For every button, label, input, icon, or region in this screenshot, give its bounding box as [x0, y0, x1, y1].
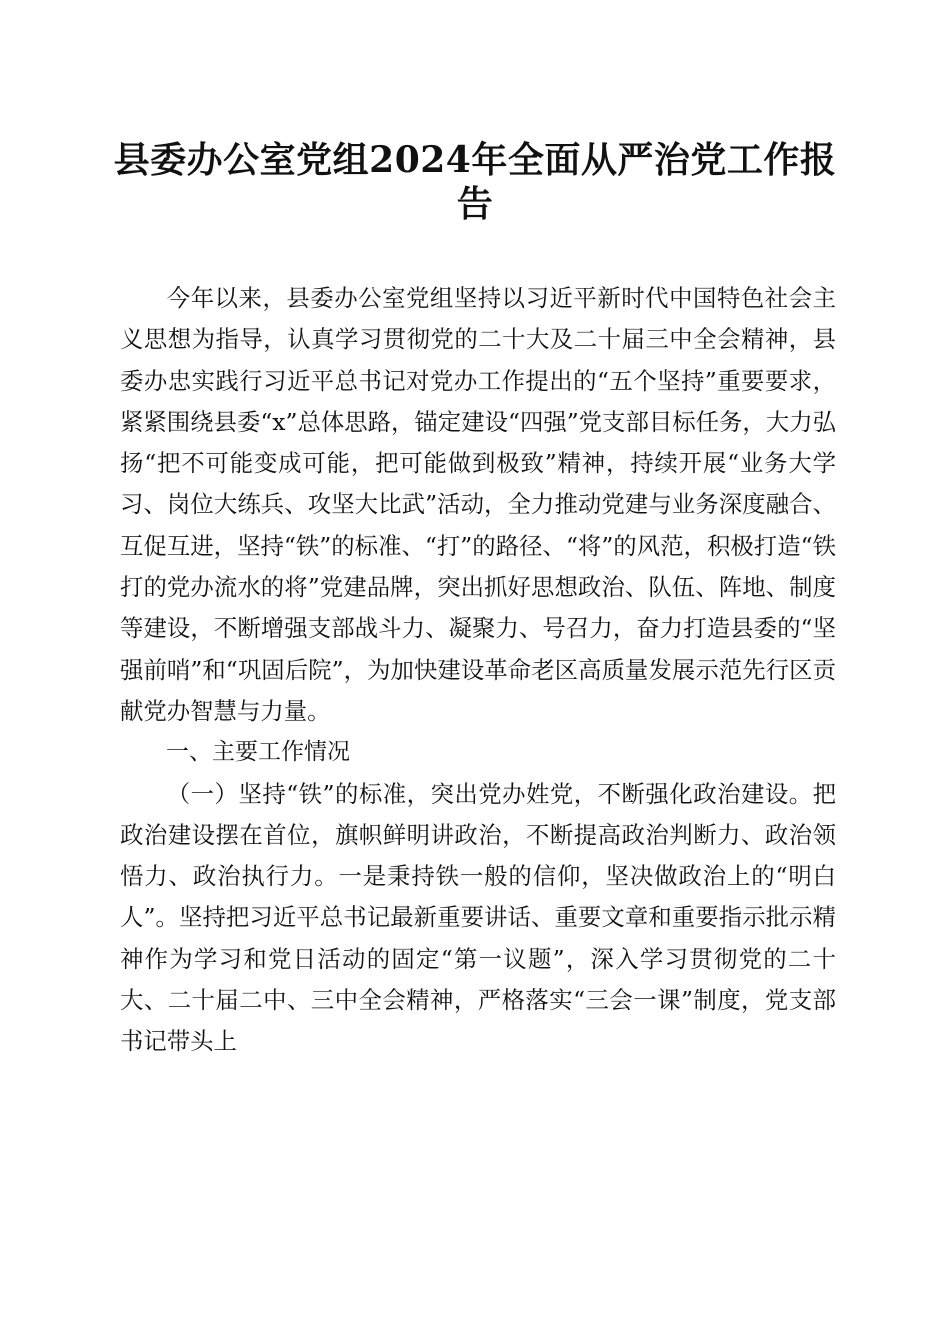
intro-paragraph: 今年以来，县委办公室党组坚持以习近平新时代中国特色社会主义思想为指导，认真学习贯彻党的二十大及二十届三中全会精神，县委办忠实践行习近平总书记对党办工作提出的“五个坚持”重要要求，紧紧围绕县委“x”总体思路，锚定建设“四强”党支部目标任务，大力弘扬“把不可能变成可能，把可能做到极致”精神，持续开展“业务大学习、岗位大练兵、攻坚大比武”活动，全力推动党建与业务深度融合、互促互进，坚持“铁”的标准、“打”的路径、“将”的风范，积极打造“铁打的党办流水的将”党建品牌，突出抓好思想政治、队伍、阵地、制度等建设，不断增强支部战斗力、凝聚力、号召力，奋力打造县委的“坚强前哨”和“巩固后院”，为加快建设革命老区高质量发展示范先行区贡献党办智慧与力量。: [120, 284, 836, 725]
subsection-paragraph: （一）坚持“铁”的标准，突出党办姓党，不断强化政治建设。把政治建设摆在首位，旗帜鲜明讲政治，不断提高政治判断力、政治领悟力、政治执行力。一是秉持铁一般的信仰，坚决做政治上的“明白人”。坚持把习近平总书记最新重要讲话、重要文章和重要指示批示精神作为学习和党日活动的固定“第一议题”，深入学习贯彻党的二十大、二十届二中、三中全会精神，严格落实“三会一课”制度，党支部书记带头上: [120, 779, 836, 1056]
document-body: [120, 278, 836, 1063]
document-title: 县委办公室党组2024年全面从严治党工作报告: [113, 139, 837, 225]
section-heading: 一、主要工作情况: [166, 739, 350, 766]
